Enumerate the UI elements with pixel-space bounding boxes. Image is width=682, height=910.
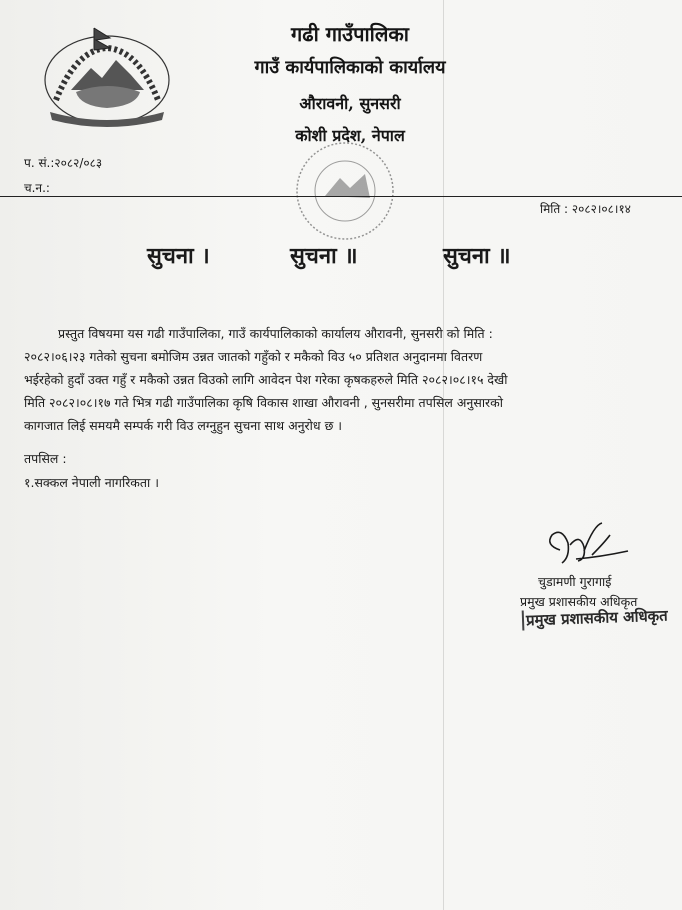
notice-title-3: सुचना ॥ (443, 243, 511, 269)
notice-body (24, 322, 664, 437)
letter-reference-number: प. सं.:२०८२/०८३ (24, 156, 103, 170)
body-line: भईरहेको हुदाँ उक्त गहुँ र मकैको उन्नत विउको लागि आवेदन पेश गरेका कृषकहरुले मिति २०८२।०८।१५ देखी (24, 372, 508, 387)
body-line: प्रस्तुत विषयमा यस गढी गाउँपालिका, गाउँ कार्यपालिकाको कार्यालय औरावनी, सुनसरी को मिति : (58, 326, 493, 341)
body-line: २०८२।०६।२३ गतेको सुचना बमोजिम उन्नत जातको गहुँको र मकैको विउ ५० प्रतिशत अनुदानमा वितरण (24, 349, 483, 364)
office-seal-icon (290, 136, 400, 246)
body-line: कागजात लिई समयमै सम्पर्क गरी विउ लग्नुहुन सुचना साथ अनुरोध छ । (24, 418, 343, 433)
dispatch-number: च.न.: (24, 181, 50, 195)
notice-title-1: सुचना । (147, 243, 210, 269)
office-subtitle: गाउँ कार्यपालिकाको कार्यालय (254, 57, 446, 78)
office-province: कोशी प्रदेश, नेपाल (295, 126, 405, 145)
signatory-name: चुडामणी गुरागाई (538, 574, 612, 589)
header-divider (0, 196, 682, 197)
letter-date: मिति : २०८२।०८।१४ (540, 202, 631, 216)
body-line: मिति २०८२।०८।१७ गते भित्र गढी गाउँपालिका कृषि विकास शाखा औरावनी , सुनसरीमा तपसिल अनुसारको (24, 395, 504, 410)
notice-title-2: सुचना ॥ (290, 243, 358, 269)
office-name: गढी गाउँपालिका (291, 22, 409, 46)
nepal-emblem-icon (36, 20, 178, 130)
tapsil-item: १.सक्कल नेपाली नागरिकता । (24, 475, 159, 490)
office-address: औरावनी, सुनसरी (299, 94, 401, 113)
designation-stamp: प्रमुख प्रशासकीय अधिकृत (522, 605, 668, 630)
tapsil-heading: तपसिल : (24, 451, 67, 466)
signatory-designation: प्रमुख प्रशासकीय अधिकृत (520, 594, 638, 609)
signature-icon (540, 515, 635, 575)
